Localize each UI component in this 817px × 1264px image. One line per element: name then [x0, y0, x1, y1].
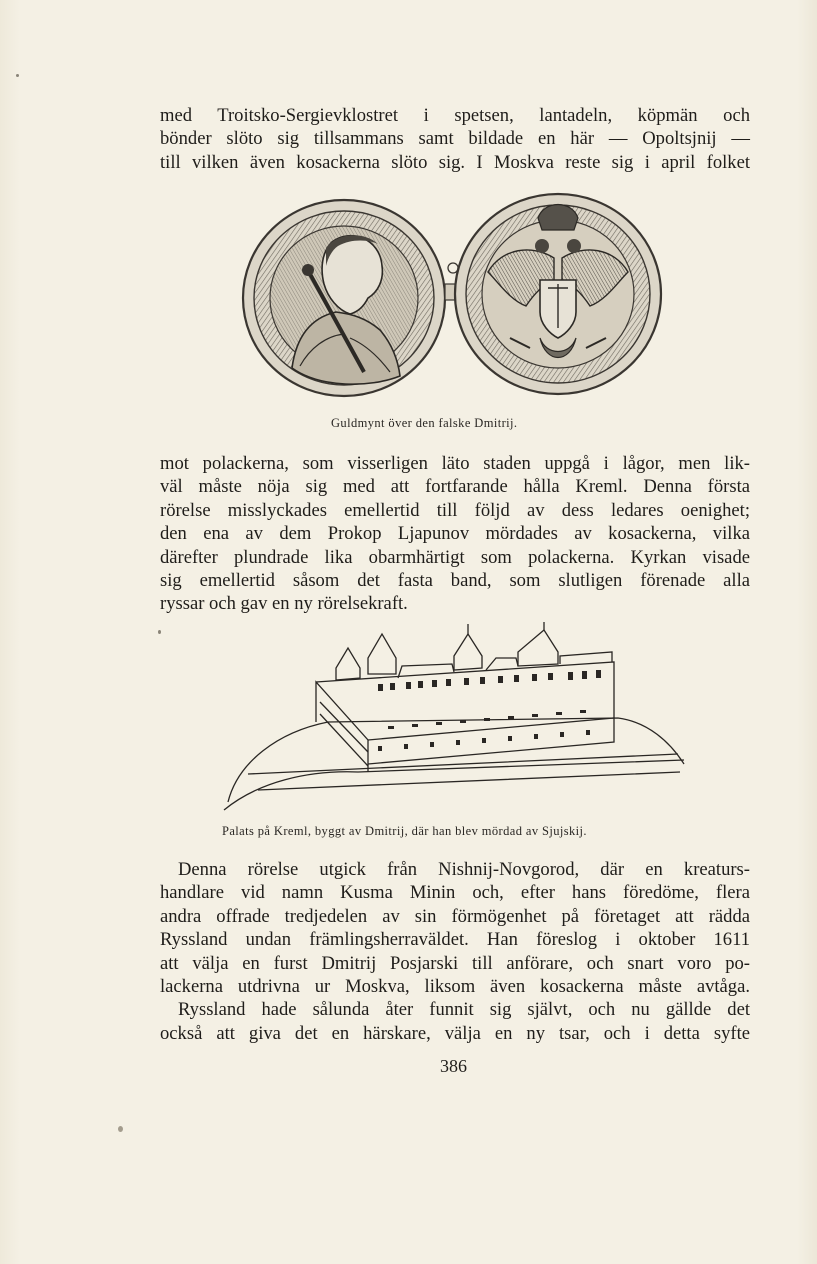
paragraph-middle — [160, 452, 750, 616]
text-line: andra offrade tredjedelen av sin förmögenhet på företaget att rädda — [160, 905, 750, 927]
text-line: ryssar och gav en ny rörelsekraft. — [160, 593, 408, 615]
text-line: Ryssland undan främlingsherraväldet. Han föreslog i oktober 1611 — [160, 929, 750, 951]
text-line: Denna rörelse utgick från Nishnij-Novgorod, där en kreaturs- — [178, 859, 750, 880]
figure-caption-palace: Palats på Kreml, byggt av Dmitrij, där han blev mördad av Sjujskij. — [222, 824, 587, 838]
text-line: bönder slöto sig tillsammans samt bildade en här — Opoltsjnij — — [160, 128, 750, 150]
text-line: därefter plundrade lika obarmhärtigt som polackerna. Kyrkan visade — [160, 546, 750, 568]
text-line: rörelse misslyckades emellertid till följd av dess ledares oenighet; — [160, 499, 750, 521]
text-line: lackerna utdrivna ur Moskva, liksom även kosackerna måste avtåga. — [160, 976, 750, 998]
text-line: med Troitsko-Sergievklostret i spetsen, lantadeln, köpmän och — [160, 105, 750, 126]
paper-speck — [16, 74, 19, 77]
page-number: 386 — [440, 1056, 467, 1076]
text-line: den ena av dem Prokop Ljapunov mördades av kosackerna, vilka — [160, 523, 750, 545]
text-line: sig emellertid såsom det fasta band, som slutligen förenade alla — [160, 570, 750, 592]
text-line: väl måste nöja sig med att fortfarande hålla Kreml. Denna första — [160, 476, 750, 498]
coin-obverse — [243, 200, 445, 396]
text-line: till vilken även kosackerna slöto sig. I Moskva reste sig i april folket — [160, 151, 750, 173]
paper-speck — [118, 1126, 123, 1132]
paper-speck — [158, 630, 161, 634]
text-line: mot polackerna, som visserligen läto staden uppgå i lågor, men lik- — [160, 453, 750, 474]
gold-coin-figure — [240, 188, 670, 410]
text-line: Ryssland hade sålunda åter funnit sig självt, och nu gällde det — [178, 999, 750, 1021]
text-line: handlare vid namn Kusma Minin och, efter hans föredöme, flera — [160, 882, 750, 904]
paragraph-bottom — [160, 858, 750, 1045]
kremlin-palace-figure — [218, 622, 690, 818]
coin-reverse — [455, 194, 661, 394]
figure-caption-coins: Guldmynt över den falske Dmitrij. — [331, 416, 518, 430]
paragraph-top — [160, 104, 750, 174]
text-line: också att giva det en härskare, välja en ny tsar, och i detta syfte — [160, 1022, 750, 1044]
text-line: att välja en furst Dmitrij Posjarski till anförare, och snart voro po- — [160, 952, 750, 974]
